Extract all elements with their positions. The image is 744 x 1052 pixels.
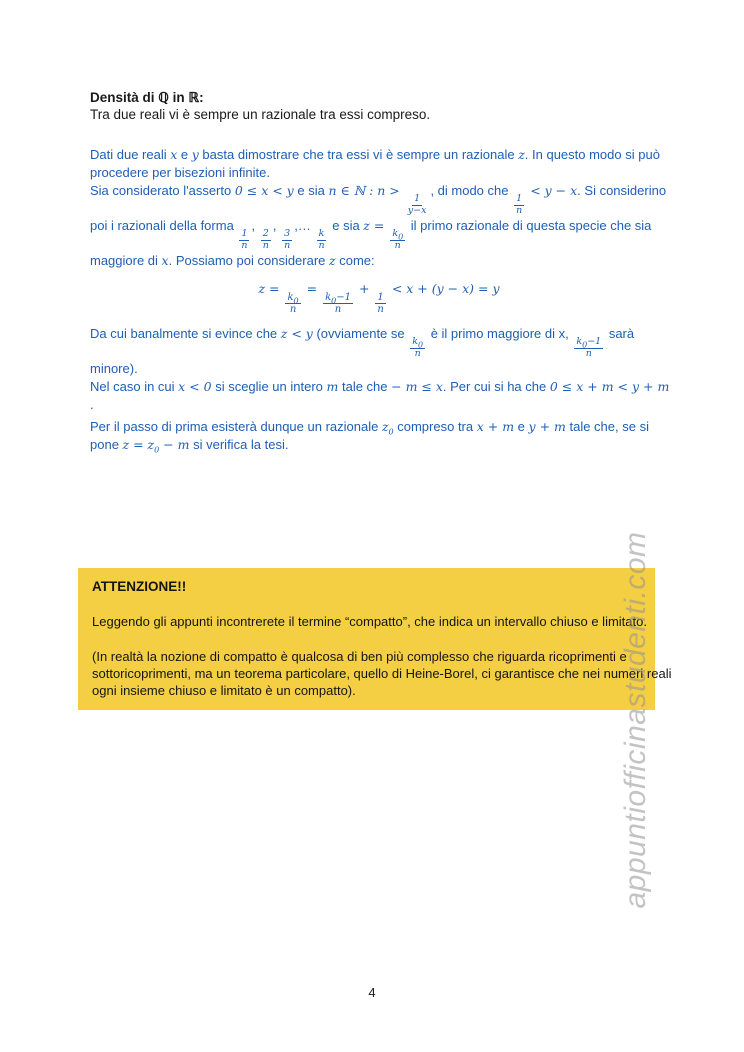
math-fraction: $\frac{1}{n}$: [377, 291, 384, 316]
paragraph-deduction: Da cui banalmente si evince che z < y (ovviamente se $\frac{k_0}{n}$ è il primo maggiore di x, $\frac{k_0-1}{n}$ sarà minore).: [90, 325, 635, 376]
attention-note-line: ogni insieme chiuso e limitato è un compatto).: [92, 683, 356, 698]
paragraph-construction: Sia considerato l'asserto 0 ≤ x < y e sia n ∈ ℕ : n > $\frac{1}{y-x}$ , di modo che $\frac{1}{n}$ < y − x. Si considerino poi i razionali della forma $\frac{1}{n}$ , $\frac{2}{n}$ , $\frac{3}{n}$ ,… $\frac{k}{n}$ e sia z = $\frac{k_0}{n}$ il primo razionale di questa specie che sia maggiore di x. Possiamo poi considerare z come:: [90, 183, 667, 269]
math-fraction: $\frac{1}{n}$: [241, 228, 248, 252]
paragraph-stray-period: .: [90, 396, 94, 412]
paragraph-intro: Dati due reali x e y basta dimostrare che tra essi vi è sempre un razionale z. In questo modo si può procedere per bisezioni infinite.: [90, 147, 660, 180]
section-title: Densità di ℚ in ℝ:: [90, 90, 204, 105]
attention-title: ATTENZIONE!!: [92, 579, 187, 594]
math-fraction: $\frac{1}{n}$: [516, 193, 523, 217]
math-fraction: $\frac{k_0}{n}$: [392, 228, 404, 252]
math-fraction: $\frac{2}{n}$: [262, 228, 269, 252]
attention-note-line: (In realtà la nozione di compatto è qualcosa di ben più complesso che riguarda ricoprimenti e: [92, 649, 627, 664]
math-fraction: $\frac{1}{y-x}$: [407, 193, 427, 217]
math-fraction: $\frac{k}{n}$: [318, 228, 325, 252]
math-fraction: $\frac{k_0}{n}$: [412, 335, 424, 359]
paragraph-negative-case: Nel caso in cui x < 0 si sceglie un intero m tale che − m ≤ x. Per cui si ha che 0 ≤ x + m < y + m: [90, 378, 670, 394]
page-content: [90, 89, 668, 454]
proof-text-block: [90, 146, 668, 454]
equation: z = $\frac{k_0}{n}$ = $\frac{k_0-1}{n}$ + $\frac{1}{n}$ < x + (y − x) = y: [258, 281, 500, 316]
attention-box: [78, 568, 672, 710]
page-number: 4: [368, 985, 376, 1000]
watermark: appuntiofficinastudenti.com: [619, 531, 652, 909]
math-fraction: $\frac{3}{n}$: [284, 228, 291, 252]
math-fraction: $\frac{k_0}{n}$: [287, 291, 299, 316]
math-fraction: $\frac{k_0-1}{n}$: [576, 335, 602, 359]
attention-intro: Leggendo gli appunti incontrerete il termine “compatto”, che indica un intervallo chiuso e limitato.: [92, 614, 647, 629]
attention-note-line: sottoricoprimenti, ma un teorema particolare, quello di Heine-Borel, ci garantisce che nei numeri reali: [92, 666, 672, 681]
paragraph-conclusion: Per il passo di prima esisterà dunque un razionale $z_0$ compreso tra x + m e y + m tale che, se si pone $z = z_0 - m$ si verifica la tesi.: [90, 418, 649, 455]
math-fraction: $\frac{k_0-1}{n}$: [325, 291, 351, 316]
section-subtitle: Tra due reali vi è sempre un razionale tra essi compreso.: [90, 107, 431, 122]
